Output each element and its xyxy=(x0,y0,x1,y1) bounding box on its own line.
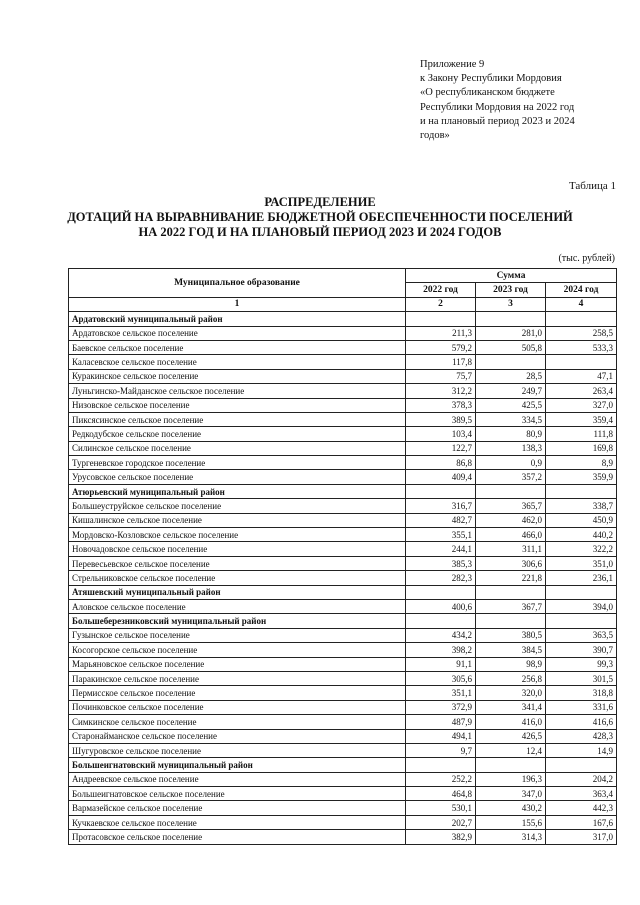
name-cell: Старонайманское сельское поселение xyxy=(69,729,406,743)
value-2022-cell: 312,2 xyxy=(406,384,476,398)
value-2023-cell: 347,0 xyxy=(476,787,546,801)
value-2023-cell: 367,7 xyxy=(476,599,546,613)
table-row xyxy=(69,801,617,815)
value-2022-cell: 244,1 xyxy=(406,542,476,556)
value-2023-cell: 416,0 xyxy=(476,715,546,729)
name-cell: Редкодубское сельское поселение xyxy=(69,427,406,441)
value-2022-cell: 351,1 xyxy=(406,686,476,700)
value-2024-cell: 390,7 xyxy=(546,643,617,657)
value-2022-cell: 382,9 xyxy=(406,830,476,844)
name-cell: Марьяновское сельское поселение xyxy=(69,657,406,671)
appendix-line: годов» xyxy=(420,130,450,142)
table-row xyxy=(69,412,617,426)
value-2023-cell: 80,9 xyxy=(476,427,546,441)
value-2022-cell: 86,8 xyxy=(406,456,476,470)
table-row xyxy=(69,686,617,700)
table-row xyxy=(69,787,617,801)
value-2023-cell: 357,2 xyxy=(476,470,546,484)
value-2024-cell: 394,0 xyxy=(546,599,617,613)
value-2024-cell xyxy=(546,484,617,498)
table-row xyxy=(69,715,617,729)
name-cell: Куракинское сельское поселение xyxy=(69,369,406,383)
appendix-note xyxy=(420,58,620,143)
header-sum: Сумма xyxy=(406,269,617,283)
table-row xyxy=(69,643,617,657)
value-2022-cell: 389,5 xyxy=(406,412,476,426)
value-2024-cell: 167,6 xyxy=(546,815,617,829)
table-row xyxy=(69,830,617,844)
value-2023-cell: 155,6 xyxy=(476,815,546,829)
value-2024-cell xyxy=(546,585,617,599)
value-2024-cell: 301,5 xyxy=(546,671,617,685)
table-row xyxy=(69,571,617,585)
name-cell: Ардатовский муниципальный район xyxy=(69,312,406,326)
name-cell: Силинское сельское поселение xyxy=(69,441,406,455)
name-cell: Аловское сельское поселение xyxy=(69,599,406,613)
name-cell: Новочадовское сельское поселение xyxy=(69,542,406,556)
table-row xyxy=(69,326,617,340)
header-2024: 2024 год xyxy=(546,283,617,297)
name-cell: Мордовско-Козловское сельское поселение xyxy=(69,528,406,542)
value-2022-cell xyxy=(406,585,476,599)
value-2024-cell: 111,8 xyxy=(546,427,617,441)
name-cell: Кучкаевское сельское поселение xyxy=(69,815,406,829)
name-cell: Ардатовское сельское поселение xyxy=(69,326,406,340)
value-2023-cell: 12,4 xyxy=(476,743,546,757)
value-2023-cell: 380,5 xyxy=(476,628,546,642)
table-row xyxy=(69,456,617,470)
table-row xyxy=(69,384,617,398)
value-2023-cell: 430,2 xyxy=(476,801,546,815)
col-number: 2 xyxy=(406,297,476,311)
value-2024-cell: 317,0 xyxy=(546,830,617,844)
name-cell: Большеигнатовское сельское поселение xyxy=(69,787,406,801)
value-2023-cell: 425,5 xyxy=(476,398,546,412)
value-2024-cell: 204,2 xyxy=(546,772,617,786)
value-2022-cell: 9,7 xyxy=(406,743,476,757)
value-2024-cell: 363,4 xyxy=(546,787,617,801)
appendix-line: и на плановый период 2023 и 2024 xyxy=(420,115,575,127)
value-2022-cell: 400,6 xyxy=(406,599,476,613)
name-cell: Починковское сельское поселение xyxy=(69,700,406,714)
district-row xyxy=(69,484,617,498)
appendix-line: Приложение 9 xyxy=(420,59,485,70)
value-2024-cell: 258,5 xyxy=(546,326,617,340)
value-2024-cell: 327,0 xyxy=(546,398,617,412)
value-2022-cell: 75,7 xyxy=(406,369,476,383)
table-row xyxy=(69,369,617,383)
name-cell: Пиксясинское сельское поселение xyxy=(69,412,406,426)
table-row xyxy=(69,599,617,613)
value-2022-cell: 282,3 xyxy=(406,571,476,585)
district-row xyxy=(69,614,617,628)
header-row xyxy=(69,269,617,283)
name-cell: Каласевское сельское поселение xyxy=(69,355,406,369)
name-cell: Баевское сельское поселение xyxy=(69,340,406,354)
value-2022-cell: 211,3 xyxy=(406,326,476,340)
name-cell: Протасовское сельское поселение xyxy=(69,830,406,844)
value-2023-cell: 221,8 xyxy=(476,571,546,585)
value-2024-cell: 442,3 xyxy=(546,801,617,815)
value-2024-cell: 236,1 xyxy=(546,571,617,585)
value-2022-cell xyxy=(406,484,476,498)
table-row xyxy=(69,340,617,354)
value-2022-cell: 464,8 xyxy=(406,787,476,801)
value-2022-cell: 103,4 xyxy=(406,427,476,441)
value-2023-cell: 505,8 xyxy=(476,340,546,354)
table-row xyxy=(69,499,617,513)
name-cell: Урусовское сельское поселение xyxy=(69,470,406,484)
value-2023-cell: 334,5 xyxy=(476,412,546,426)
appendix-line: к Закону Республики Мордовия xyxy=(420,73,562,85)
value-2023-cell: 320,0 xyxy=(476,686,546,700)
value-2022-cell: 378,3 xyxy=(406,398,476,412)
table-row xyxy=(69,542,617,556)
value-2023-cell: 0,9 xyxy=(476,456,546,470)
value-2024-cell: 533,3 xyxy=(546,340,617,354)
value-2023-cell: 249,7 xyxy=(476,384,546,398)
value-2023-cell xyxy=(476,484,546,498)
value-2024-cell: 351,0 xyxy=(546,556,617,570)
value-2024-cell: 416,6 xyxy=(546,715,617,729)
value-2023-cell: 306,6 xyxy=(476,556,546,570)
value-2024-cell: 359,4 xyxy=(546,412,617,426)
table-body xyxy=(69,312,617,844)
table-row xyxy=(69,513,617,527)
value-2024-cell xyxy=(546,312,617,326)
name-cell: Стрельниковское сельское поселение xyxy=(69,571,406,585)
name-cell: Атюрьевский муниципальный район xyxy=(69,484,406,498)
title-line: ДОТАЦИЙ НА ВЫРАВНИВАНИЕ БЮДЖЕТНОЙ ОБЕСПЕЧЕННОСТИ ПОСЕЛЕНИЙ xyxy=(67,210,573,224)
value-2022-cell: 91,1 xyxy=(406,657,476,671)
value-2023-cell: 341,4 xyxy=(476,700,546,714)
header-name: Муниципальное образование xyxy=(69,269,406,298)
value-2024-cell: 8,9 xyxy=(546,456,617,470)
value-2024-cell: 359,9 xyxy=(546,470,617,484)
name-cell: Большеуструйское сельское поселение xyxy=(69,499,406,513)
value-2023-cell: 311,1 xyxy=(476,542,546,556)
table-row xyxy=(69,729,617,743)
value-2023-cell: 281,0 xyxy=(476,326,546,340)
table-row xyxy=(69,470,617,484)
value-2022-cell: 252,2 xyxy=(406,772,476,786)
value-2024-cell xyxy=(546,614,617,628)
value-2023-cell: 365,7 xyxy=(476,499,546,513)
value-2024-cell: 428,3 xyxy=(546,729,617,743)
value-2022-cell: 355,1 xyxy=(406,528,476,542)
value-2023-cell: 98,9 xyxy=(476,657,546,671)
table-row xyxy=(69,700,617,714)
name-cell: Андреевское сельское поселение xyxy=(69,772,406,786)
header-2023: 2023 год xyxy=(476,283,546,297)
value-2024-cell: 440,2 xyxy=(546,528,617,542)
name-cell: Тургеневское городское поселение xyxy=(69,456,406,470)
value-2022-cell xyxy=(406,758,476,772)
table-row xyxy=(69,772,617,786)
value-2023-cell xyxy=(476,355,546,369)
value-2024-cell: 318,8 xyxy=(546,686,617,700)
value-2022-cell: 398,2 xyxy=(406,643,476,657)
value-2022-cell: 122,7 xyxy=(406,441,476,455)
district-row xyxy=(69,585,617,599)
value-2023-cell: 466,0 xyxy=(476,528,546,542)
units-label: (тыс. рублей) xyxy=(558,253,615,264)
value-2023-cell: 314,3 xyxy=(476,830,546,844)
header-2022: 2022 год xyxy=(406,283,476,297)
table-row xyxy=(69,657,617,671)
name-cell: Косогорское сельское поселение xyxy=(69,643,406,657)
col-number: 4 xyxy=(546,297,617,311)
name-cell: Луньгинско-Майданское сельское поселение xyxy=(69,384,406,398)
value-2023-cell: 28,5 xyxy=(476,369,546,383)
value-2023-cell xyxy=(476,585,546,599)
table-row xyxy=(69,528,617,542)
name-cell: Симкинское сельское поселение xyxy=(69,715,406,729)
table-row xyxy=(69,441,617,455)
value-2023-cell: 384,5 xyxy=(476,643,546,657)
table-row xyxy=(69,556,617,570)
value-2023-cell xyxy=(476,758,546,772)
value-2022-cell: 530,1 xyxy=(406,801,476,815)
name-cell: Большеберезниковский муниципальный район xyxy=(69,614,406,628)
table-row xyxy=(69,628,617,642)
value-2023-cell: 196,3 xyxy=(476,772,546,786)
name-cell: Большеигнатовский муниципальный район xyxy=(69,758,406,772)
value-2024-cell: 338,7 xyxy=(546,499,617,513)
table-row xyxy=(69,743,617,757)
table-label: Таблица 1 xyxy=(568,180,616,192)
value-2022-cell: 579,2 xyxy=(406,340,476,354)
name-cell: Атяшевский муниципальный район xyxy=(69,585,406,599)
name-cell: Шугуровское сельское поселение xyxy=(69,743,406,757)
col-number: 1 xyxy=(69,297,406,311)
col-number: 3 xyxy=(476,297,546,311)
value-2022-cell: 385,3 xyxy=(406,556,476,570)
value-2024-cell: 169,8 xyxy=(546,441,617,455)
value-2022-cell xyxy=(406,312,476,326)
value-2022-cell: 494,1 xyxy=(406,729,476,743)
value-2024-cell: 99,3 xyxy=(546,657,617,671)
appendix-line: «О республиканском бюджете xyxy=(420,87,555,99)
table-row xyxy=(69,815,617,829)
value-2022-cell: 409,4 xyxy=(406,470,476,484)
table-row xyxy=(69,671,617,685)
value-2022-cell: 372,9 xyxy=(406,700,476,714)
title-line: НА 2022 ГОД И НА ПЛАНОВЫЙ ПЕРИОД 2023 И 2024 ГОДОВ xyxy=(138,225,502,239)
name-cell: Перевесьевское сельское поселение xyxy=(69,556,406,570)
value-2024-cell: 331,6 xyxy=(546,700,617,714)
value-2023-cell: 138,3 xyxy=(476,441,546,455)
header-numbers-row xyxy=(69,297,617,311)
value-2022-cell xyxy=(406,614,476,628)
title-line: РАСПРЕДЕЛЕНИЕ xyxy=(264,195,376,209)
distribution-table xyxy=(68,268,617,845)
name-cell: Низовское сельское поселение xyxy=(69,398,406,412)
district-row xyxy=(69,758,617,772)
value-2024-cell: 450,9 xyxy=(546,513,617,527)
value-2022-cell: 305,6 xyxy=(406,671,476,685)
name-cell: Гузынское сельское поселение xyxy=(69,628,406,642)
value-2024-cell: 263,4 xyxy=(546,384,617,398)
table-row xyxy=(69,427,617,441)
value-2023-cell xyxy=(476,312,546,326)
table-row xyxy=(69,398,617,412)
value-2022-cell: 117,8 xyxy=(406,355,476,369)
document-title xyxy=(0,195,640,240)
value-2024-cell: 14,9 xyxy=(546,743,617,757)
value-2022-cell: 202,7 xyxy=(406,815,476,829)
value-2022-cell: 482,7 xyxy=(406,513,476,527)
name-cell: Вармазейское сельское поселение xyxy=(69,801,406,815)
name-cell: Пермисское сельское поселение xyxy=(69,686,406,700)
value-2023-cell xyxy=(476,614,546,628)
appendix-line: Республики Мордовия на 2022 год xyxy=(420,101,575,113)
value-2024-cell: 322,2 xyxy=(546,542,617,556)
value-2023-cell: 256,8 xyxy=(476,671,546,685)
value-2022-cell: 316,7 xyxy=(406,499,476,513)
value-2023-cell: 426,5 xyxy=(476,729,546,743)
value-2024-cell: 47,1 xyxy=(546,369,617,383)
value-2022-cell: 434,2 xyxy=(406,628,476,642)
value-2024-cell xyxy=(546,355,617,369)
table-row xyxy=(69,355,617,369)
name-cell: Паракинское сельское поселение xyxy=(69,671,406,685)
district-row xyxy=(69,312,617,326)
value-2024-cell xyxy=(546,758,617,772)
name-cell: Кишалинское сельское поселение xyxy=(69,513,406,527)
value-2022-cell: 487,9 xyxy=(406,715,476,729)
value-2023-cell: 462,0 xyxy=(476,513,546,527)
value-2024-cell: 363,5 xyxy=(546,628,617,642)
